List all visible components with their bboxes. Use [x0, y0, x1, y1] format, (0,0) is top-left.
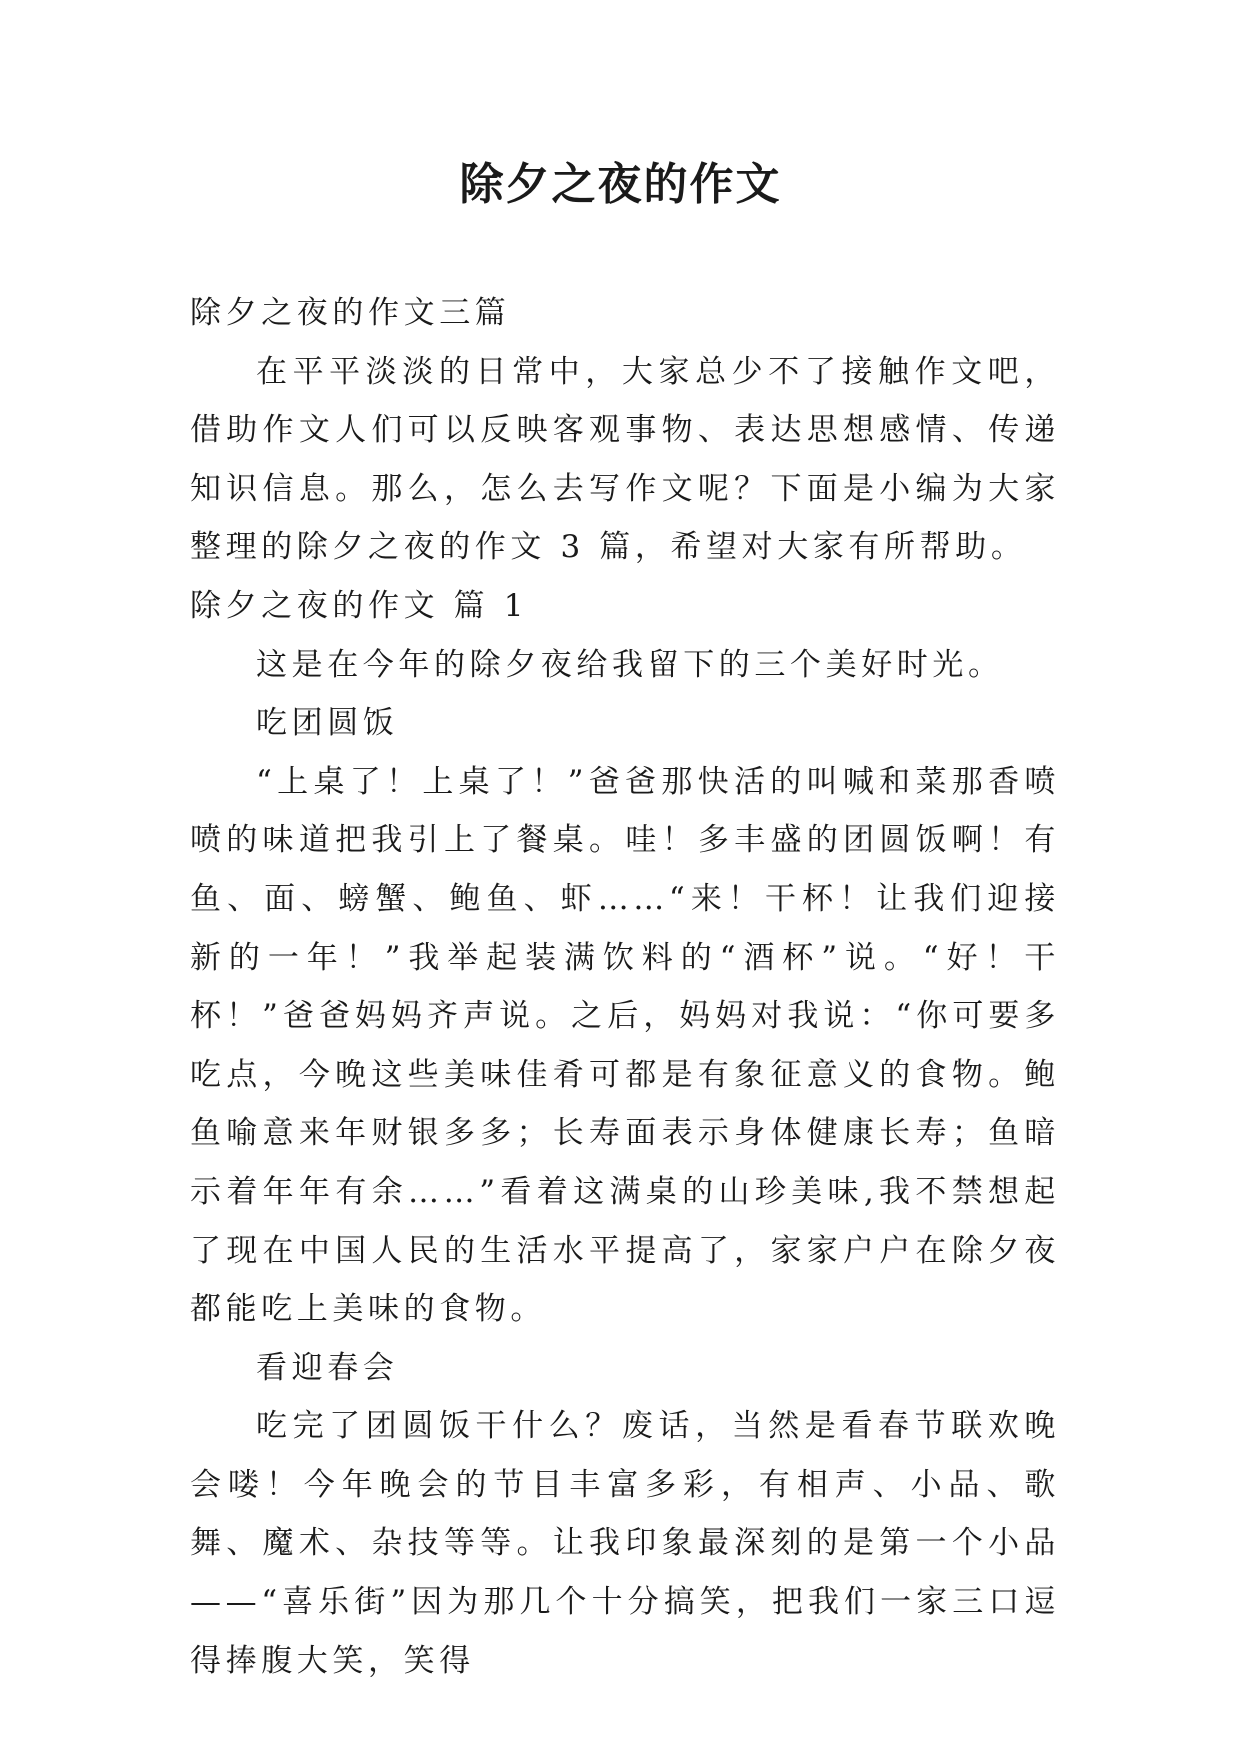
section-heading: 除夕之夜的作文三篇 [190, 295, 511, 331]
paragraph: 这是在今年的除夕夜给我留下的三个美好时光。 [256, 646, 1004, 683]
subheading-dinner: 吃团圆饭 [256, 705, 399, 742]
essay-heading-1: 除夕之夜的作文 篇 1 [190, 587, 529, 624]
document-title: 除夕之夜的作文 [459, 159, 782, 210]
subheading-gala: 看迎春会 [256, 1349, 399, 1386]
document-body [190, 284, 1060, 1690]
paragraph: “上桌了！上桌了！”爸爸那快活的叫喊和菜那香喷喷的味道把我引上了餐桌。哇！多丰盛的团圆饭啊！有鱼、面、螃蟹、鲍鱼、虾……“来！干杯！让我们迎接新的一年！”我举起装满饮料的“酒杯”说。“好！干杯！”爸爸妈妈齐声说。之后，妈妈对我说：“你可要多吃点，今晚这些美味佳肴可都是有象征意义的食物。鲍鱼喻意来年财银多多；长寿面表示身体健康长寿；鱼暗示着年年有余……”看着这满桌的山珍美味,我不禁想起了现在中国人民的生活水平提高了，家家户户在除夕夜都能吃上美味的食物。 [190, 763, 1060, 1328]
paragraph: 吃完了团圆饭干什么？废话，当然是看春节联欢晚会喽！今年晚会的节目丰富多彩，有相声、小品、歌舞、魔术、杂技等等。让我印象最深刻的是第一个小品——“喜乐街”因为那几个十分搞笑，把我们一家三口逗得捧腹大笑，笑得 [190, 1408, 1060, 1679]
intro-paragraph: 在平平淡淡的日常中，大家总少不了接触作文吧，借助作文人们可以反映客观事物、表达思想感情、传递知识信息。那么，怎么去写作文呢？下面是小编为大家整理的除夕之夜的作文 3 篇，希望对大家有所帮助。 [190, 353, 1060, 566]
